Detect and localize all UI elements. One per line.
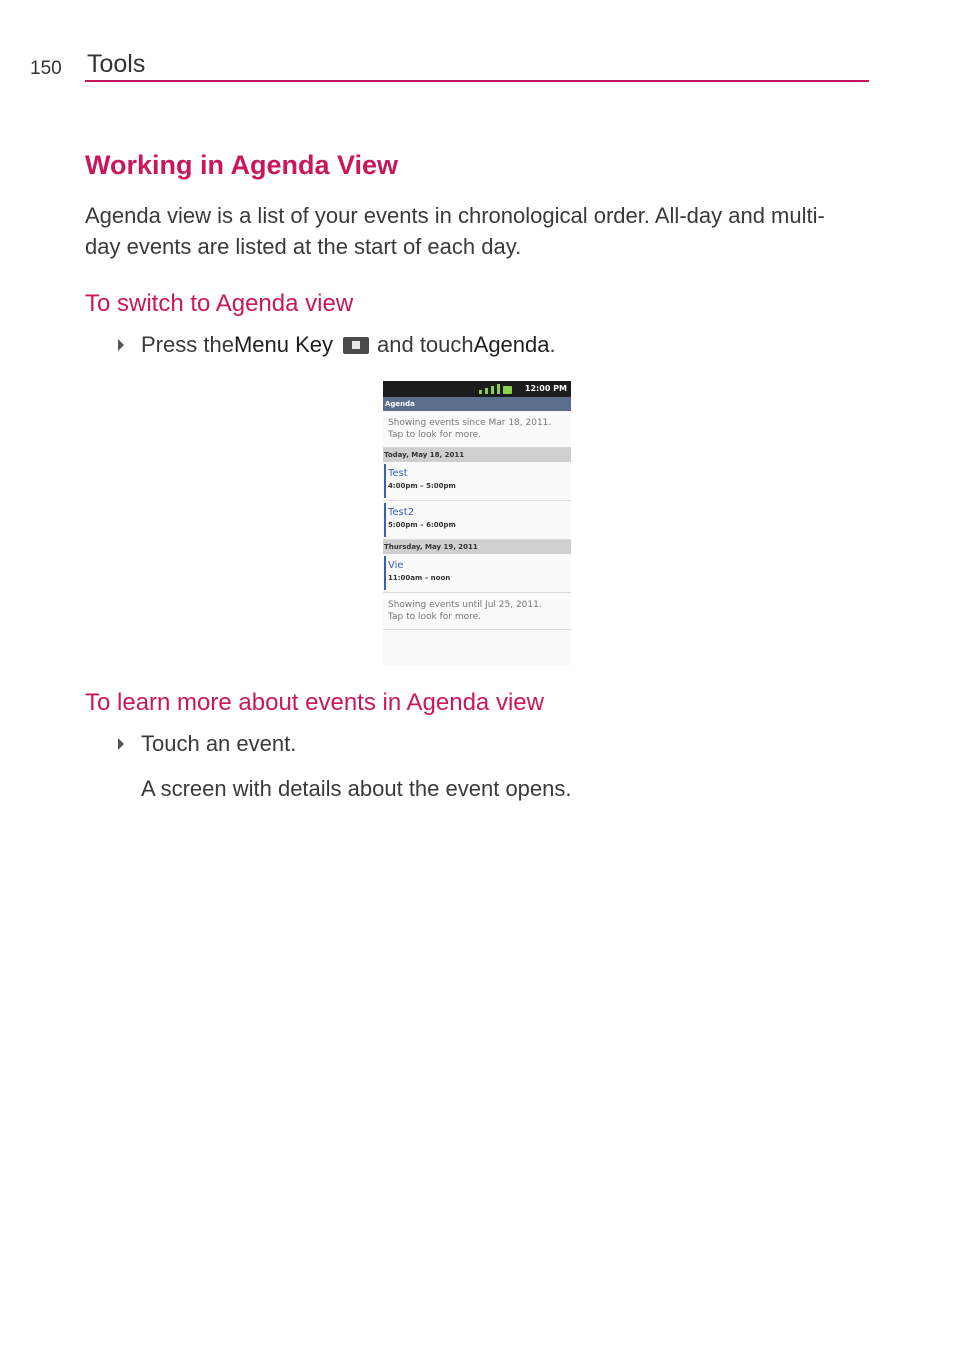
info-line: Tap to look for more. [388,430,481,440]
intro-paragraph: Agenda view is a list of your events in chronological order. All-day and multi-day events are listed at the start of each day. [85,203,825,259]
bullet-arrow-icon [118,738,124,750]
app-title-bar: Agenda [383,397,571,411]
signal-bar-icon [485,388,488,394]
bullet-arrow-icon [118,339,124,351]
learn-step [118,731,296,757]
learn-result: A screen with details about the event opens. [141,776,572,801]
info-line: Tap to look for more. [388,612,481,622]
day-header: Thursday, May 19, 2011 [383,540,571,554]
event-title: Vie [388,560,404,571]
status-bar [383,381,571,397]
info-line: Showing events since Mar 18, 2011. [388,418,552,428]
agenda-screenshot [383,381,571,665]
load-earlier-events[interactable] [383,411,571,448]
page-number: 150 [30,58,62,79]
event-title: Test [388,468,408,479]
calendar-color-bar [384,503,386,537]
agenda-label: Agenda [473,332,550,357]
signal-bar-icon [479,390,482,394]
calendar-color-bar [384,556,386,590]
step-text-pre: Press the [141,332,234,357]
info-line: Showing events until Jul 25, 2011. [388,600,542,610]
header-divider [85,80,869,82]
section-title: Tools [87,50,146,78]
menu-key-icon [343,337,369,354]
status-icons [479,384,512,394]
learn-heading: To learn more about events in Agenda view [85,689,544,716]
battery-icon [503,386,512,394]
event-row[interactable] [383,501,571,540]
event-row[interactable] [383,462,571,501]
page-heading: Working in Agenda View [85,150,399,180]
day-header: Today, May 18, 2011 [383,448,571,462]
status-time: 12:00 PM [524,384,567,393]
learn-step-text: Touch an event. [141,731,297,756]
calendar-color-bar [384,464,386,498]
event-row[interactable] [383,554,571,593]
event-title: Test2 [388,507,415,518]
event-time: 11:00am – noon [388,574,451,582]
event-time: 5:00pm – 6:00pm [388,521,456,529]
menu-key-label: Menu Key [233,332,333,357]
switch-step [118,332,556,358]
event-time: 4:00pm – 5:00pm [388,482,456,490]
signal-bar-icon [491,386,494,394]
load-later-events[interactable] [383,593,571,630]
step-text-mid: and touch [377,332,474,357]
step-text-post: . [549,332,556,357]
switch-heading: To switch to Agenda view [85,290,354,317]
signal-bar-icon [497,384,500,394]
